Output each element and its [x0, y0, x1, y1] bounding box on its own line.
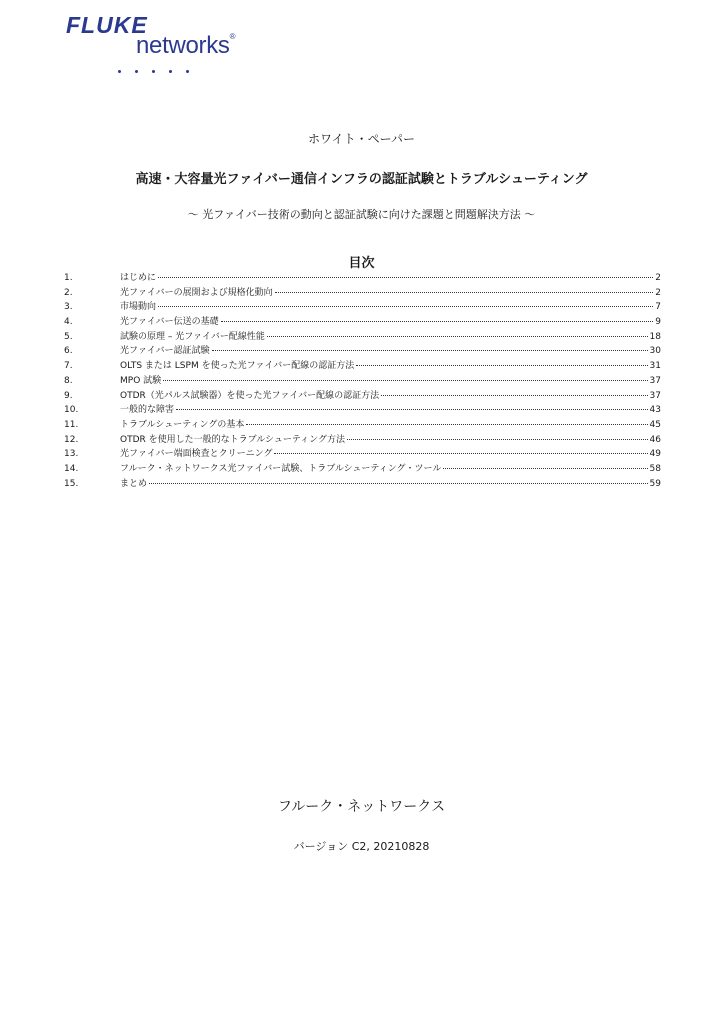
toc-entry[interactable] — [64, 373, 661, 388]
toc-entry-number: 3. — [64, 302, 73, 313]
toc-entry[interactable] — [64, 314, 661, 329]
toc-entry-page: 43 — [649, 405, 661, 416]
toc-dot-leader — [267, 336, 648, 337]
toc-dot-leader — [212, 350, 648, 351]
toc-dot-leader — [443, 468, 647, 469]
toc-entry[interactable] — [64, 270, 661, 285]
toc-entry-title: 一般的な障害 — [120, 405, 175, 416]
toc-entry-page: 30 — [649, 346, 661, 357]
toc-entry-title: MPO 試験 — [120, 375, 162, 386]
toc-entry-title: 光ファイバー伝送の基礎 — [120, 317, 219, 328]
logo-dots — [118, 58, 203, 77]
toc-entry-number: 15. — [64, 478, 79, 489]
toc-dot-leader — [158, 306, 653, 307]
toc-dot-leader — [149, 483, 648, 484]
toc-entry-number: 5. — [64, 331, 73, 342]
toc-entry-number: 9. — [64, 390, 73, 401]
toc-dot-leader — [347, 439, 648, 440]
toc-entry-title: OLTS または LSPM を使った光ファイバー配線の認証方法 — [120, 361, 355, 372]
document-title: 高速・大容量光ファイバー通信インフラの認証試験とトラブルシューティング — [135, 172, 588, 187]
toc-entry-page: 45 — [649, 419, 661, 430]
toc-entry-number: 6. — [64, 346, 73, 357]
company-name: フルーク・ネットワークス — [277, 799, 446, 815]
toc-entry-page: 59 — [649, 478, 661, 489]
toc-entry-title: 光ファイバーの展開および規格化動向 — [120, 287, 273, 298]
toc-entry[interactable] — [64, 432, 661, 447]
toc-entry[interactable] — [64, 446, 661, 461]
toc-entry-number: 13. — [64, 449, 79, 460]
toc-entry-page: 37 — [649, 375, 661, 386]
logo-networks-text: networks — [136, 32, 230, 59]
toc-entry-page: 9 — [655, 317, 661, 328]
toc-entry[interactable] — [64, 417, 661, 432]
toc-entry-page: 58 — [649, 463, 661, 474]
toc-entry[interactable] — [64, 329, 661, 344]
toc-entry-title: フルーク・ネットワークス光ファイバー試験、トラブルシューティング・ツール — [120, 463, 442, 474]
toc-entry-number: 14. — [64, 463, 79, 474]
toc-entry-title: トラブルシューティングの基本 — [120, 419, 245, 430]
toc-entry-number: 10. — [64, 405, 79, 416]
toc-dot-leader — [176, 409, 648, 410]
toc-entry-title: まとめ — [120, 478, 148, 489]
toc-entry-page: 7 — [655, 302, 661, 313]
toc-heading: 目次 — [348, 256, 375, 271]
toc-entry-title: 光ファイバー認証試験 — [120, 346, 210, 357]
logo-registered-mark: ® — [229, 32, 236, 41]
toc-entry-title: はじめに — [120, 273, 157, 283]
fluke-networks-logo — [66, 12, 276, 68]
toc-entry-title: OTDR（光パルス試験器）を使った光ファイバー配線の認証方法 — [120, 390, 380, 401]
version-info: バージョン C2, 20210828 — [293, 840, 430, 853]
toc-entry-page: 2 — [655, 287, 661, 298]
toc-entry-title: 試験の原理 – 光ファイバー配線性能 — [120, 331, 265, 342]
logo-fluke-text: FLUKE — [66, 12, 148, 38]
toc-entry-number: 2. — [64, 287, 73, 298]
toc-entry-title: 市場動向 — [120, 302, 157, 313]
toc-entry-title: OTDR を使用した一般的なトラブルシューティング方法 — [120, 434, 345, 445]
toc-entry-page: 18 — [649, 331, 661, 342]
toc-entry[interactable] — [64, 299, 661, 314]
toc-dot-leader — [246, 424, 647, 425]
toc-entry-number: 12. — [64, 434, 79, 445]
toc-entry-number: 4. — [64, 317, 73, 328]
toc-entry-page: 2 — [655, 273, 661, 283]
toc-dot-leader — [274, 453, 647, 454]
toc-entry-number: 11. — [64, 419, 79, 430]
toc-dot-leader — [221, 321, 654, 322]
toc-entry-page: 31 — [649, 361, 661, 372]
toc-entry[interactable] — [64, 461, 661, 476]
table-of-contents — [64, 270, 661, 490]
document-type: ホワイト・ペーパー — [307, 132, 416, 146]
toc-entry[interactable] — [64, 358, 661, 373]
toc-entry-title: 光ファイバー端面検査とクリーニング — [120, 449, 273, 460]
toc-entry[interactable] — [64, 476, 661, 491]
toc-dot-leader — [163, 380, 647, 381]
toc-dot-leader — [275, 292, 654, 293]
toc-entry-number: 1. — [64, 273, 73, 283]
toc-entry-number: 7. — [64, 361, 73, 372]
toc-entry[interactable] — [64, 388, 661, 403]
toc-dot-leader — [356, 365, 647, 366]
toc-entry-page: 49 — [649, 449, 661, 460]
document-subtitle: ～ 光ファイバー技術の動向と認証試験に向けた課題と問題解決方法 ～ — [187, 208, 536, 221]
toc-dot-leader — [158, 277, 653, 278]
toc-entry[interactable] — [64, 343, 661, 358]
toc-entry[interactable] — [64, 285, 661, 300]
toc-dot-leader — [381, 395, 647, 396]
toc-entry-number: 8. — [64, 375, 73, 386]
toc-entry[interactable] — [64, 402, 661, 417]
toc-entry-page: 46 — [649, 434, 661, 445]
toc-entry-page: 37 — [649, 390, 661, 401]
